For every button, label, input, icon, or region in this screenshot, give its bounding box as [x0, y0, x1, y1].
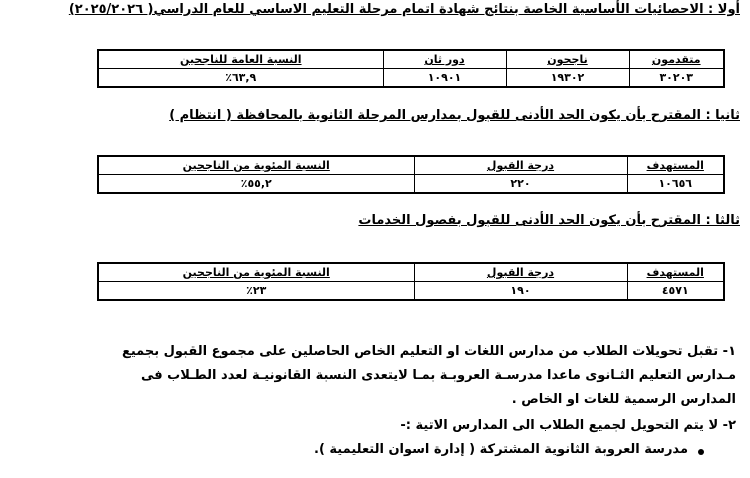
- table-row: [98, 69, 724, 88]
- table-secondary-admission: [97, 155, 725, 194]
- header-percentage: النسبة المئوية من الناجحين: [98, 156, 414, 175]
- header-target: المستهدف: [627, 156, 724, 175]
- paragraph-1-line-1: ١- تقبل تحويلات الطلاب من مدارس اللغات او التعليم الخاص الحاصلين على مجموع القبول بجميع: [121, 344, 736, 359]
- table-exam-statistics: [97, 49, 725, 88]
- header-passed: ناجحون: [506, 50, 629, 69]
- cell-passed: ١٩٣٠٢: [506, 69, 629, 88]
- bullet-icon: [698, 449, 704, 455]
- header-admission-score: درجة القبول: [414, 263, 627, 282]
- cell-target: ٤٥٧١: [627, 282, 724, 301]
- heading-section-2: ثانيا : المقترح بأن يكون الحد الأدنى للقبول بمدارس المرحلة الثانوية بالمحافظة ( انتظام ): [169, 108, 740, 123]
- paragraph-1-line-2: مـدارس التعليم الثـانوى ماعدا مدرسـة العروبـة بمـا لايتعدى النسبة القانونيـة لعدد الطـلاب فى: [140, 368, 736, 383]
- header-applicants: متقدمون: [629, 50, 724, 69]
- cell-second-round: ١٠٩٠١: [383, 69, 506, 88]
- header-percentage: النسبة المئوية من الناجحين: [98, 263, 414, 282]
- cell-percentage: ٥٥,٢٪: [98, 175, 414, 194]
- cell-admission-score: ٢٢٠: [414, 175, 627, 194]
- table-row: [98, 282, 724, 301]
- table-header-row: [98, 50, 724, 69]
- cell-target: ١٠٦٥٦: [627, 175, 724, 194]
- cell-percentage: ٢٣٪: [98, 282, 414, 301]
- table-header-row: [98, 263, 724, 282]
- cell-applicants: ٣٠٢٠٣: [629, 69, 724, 88]
- header-pass-rate: النسبة العامة للناجحين: [98, 50, 383, 69]
- heading-section-1: أولا : الاحصائيات الأساسية الخاصة بنتائج شهادة اتمام مرحلة التعليم الاساسي للعام الدراسي( ٢٠٢٥/٢٠٢٦): [68, 2, 740, 17]
- cell-pass-rate: ٦٣,٩٪: [98, 69, 383, 88]
- table-services-admission: [97, 262, 725, 301]
- cell-admission-score: ١٩٠: [414, 282, 627, 301]
- header-second-round: دور ثان: [383, 50, 506, 69]
- table-row: [98, 175, 724, 194]
- heading-section-3: ثالثا : المقترح بأن يكون الحد الأدنى للقبول بفصول الخدمات: [358, 213, 740, 228]
- bullet-item-1: مدرسة العروبة الثانوية المشتركة ( إدارة اسوان التعليمية ).: [314, 442, 688, 457]
- paragraph-2: ٢- لا يتم التحويل لجميع الطلاب الى المدارس الاتية :-: [400, 418, 736, 433]
- header-target: المستهدف: [627, 263, 724, 282]
- header-admission-score: درجة القبول: [414, 156, 627, 175]
- table-header-row: [98, 156, 724, 175]
- paragraph-1-line-3: المدارس الرسمية للغات او الخاص .: [511, 392, 736, 407]
